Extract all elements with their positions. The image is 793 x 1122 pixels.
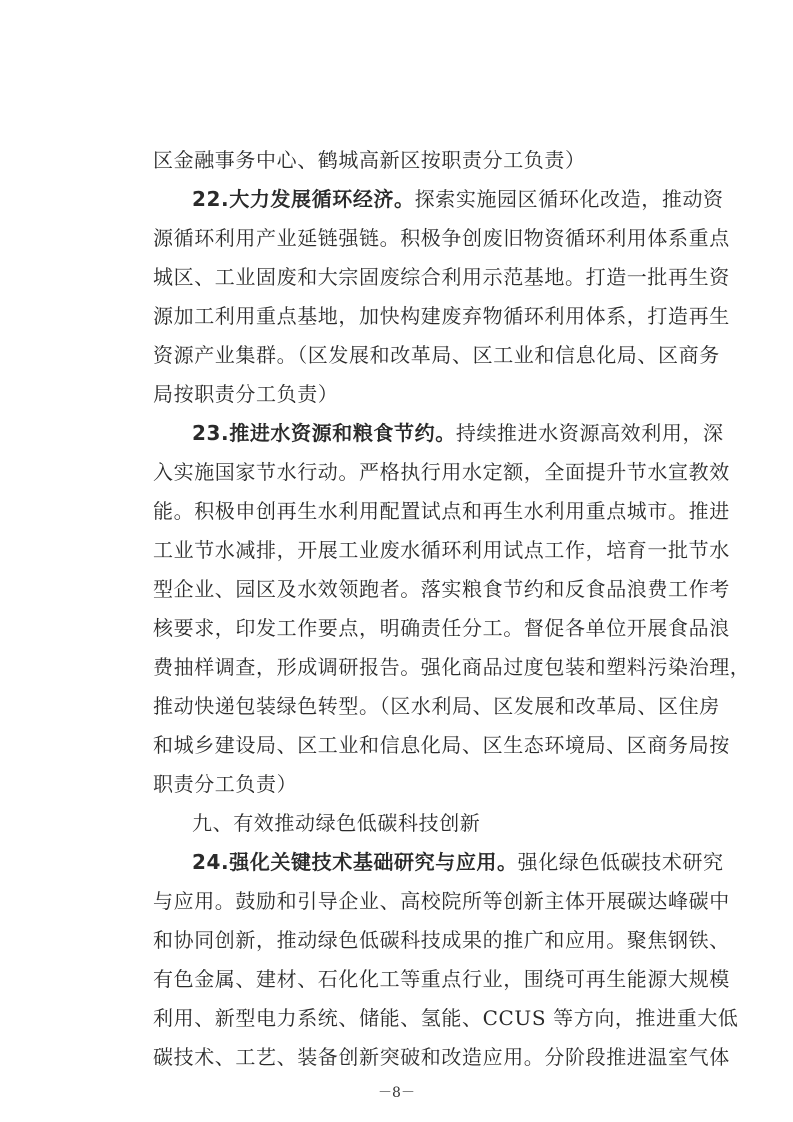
chapter-heading: 九、有效推动绿色低碳科技创新 [192,811,481,835]
text-line: 源加工利用重点基地，加快构建废弃物循环利用体系，打造再生 [153,304,730,328]
section-24-title-line: 24.强化关键技术基础研究与应用。强化绿色低碳技术研究 [192,850,724,874]
text-line: 型企业、园区及水效领跑者。落实粮食节约和反食品浪费工作考 [153,577,730,601]
text-line: 源循环利用产业延链强链。积极争创废旧物资循环利用体系重点 [153,226,730,250]
text-line: 和协同创新，推动绿色低碳科技成果的推广和应用。聚焦钢铁、 [153,928,730,952]
text-line: 工业节水减排，开展工业废水循环利用试点工作，培育一批节水 [153,538,730,562]
text-line: 能。积极申创再生水利用配置试点和再生水利用重点城市。推进 [153,499,730,523]
text-line: 资源产业集群。（区发展和改革局、区工业和信息化局、区商务 [153,343,720,367]
text-line: 和城乡建设局、区工业和信息化局、区生态环境局、区商务局按 [153,733,730,757]
section-24-title: 24.强化关键技术基础研究与应用。 [192,850,518,874]
text-line: 与应用。鼓励和引导企业、高校院所等创新主体开展碳达峰碳中 [153,889,730,913]
section-22-title: 22.大力发展循环经济。 [192,187,415,211]
text-line: 区金融事务中心、鹤城高新区按职责分工负责） [153,148,586,172]
text-line: 局按职责分工负责） [153,382,339,406]
section-23-title: 23.推进水资源和粮食节约。 [192,421,456,445]
text-line: 利用、新型电力系统、储能、氢能、CCUS 等方向，推进重大低 [153,1006,739,1030]
text-line: 职责分工负责） [153,772,298,796]
text-line: 入实施国家节水行动。严格执行用水定额，全面提升节水宣教效 [153,460,730,484]
text-line: 推动快递包装绿色转型。（区水利局、区发展和改革局、区住房 [153,694,720,718]
section-23-title-line: 23.推进水资源和粮食节约。持续推进水资源高效利用，深 [192,421,724,445]
text-line: 城区、工业固废和大宗固废综合利用示范基地。打造一批再生资 [153,265,730,289]
section-22-title-line: 22.大力发展循环经济。探索实施园区循环化改造，推动资 [192,187,724,211]
page-number: －8－ [378,1085,415,1101]
text-line: 费抽样调查，形成调研报告。强化商品过度包装和塑料污染治理， [153,655,751,679]
text-line: 核要求，印发工作要点，明确责任分工。督促各单位开展食品浪 [153,616,730,640]
text-line: 有色金属、建材、石化化工等重点行业，围绕可再生能源大规模 [153,967,730,991]
text-line: 碳技术、工艺、装备创新突破和改造应用。分阶段推进温室气体 [153,1045,730,1069]
